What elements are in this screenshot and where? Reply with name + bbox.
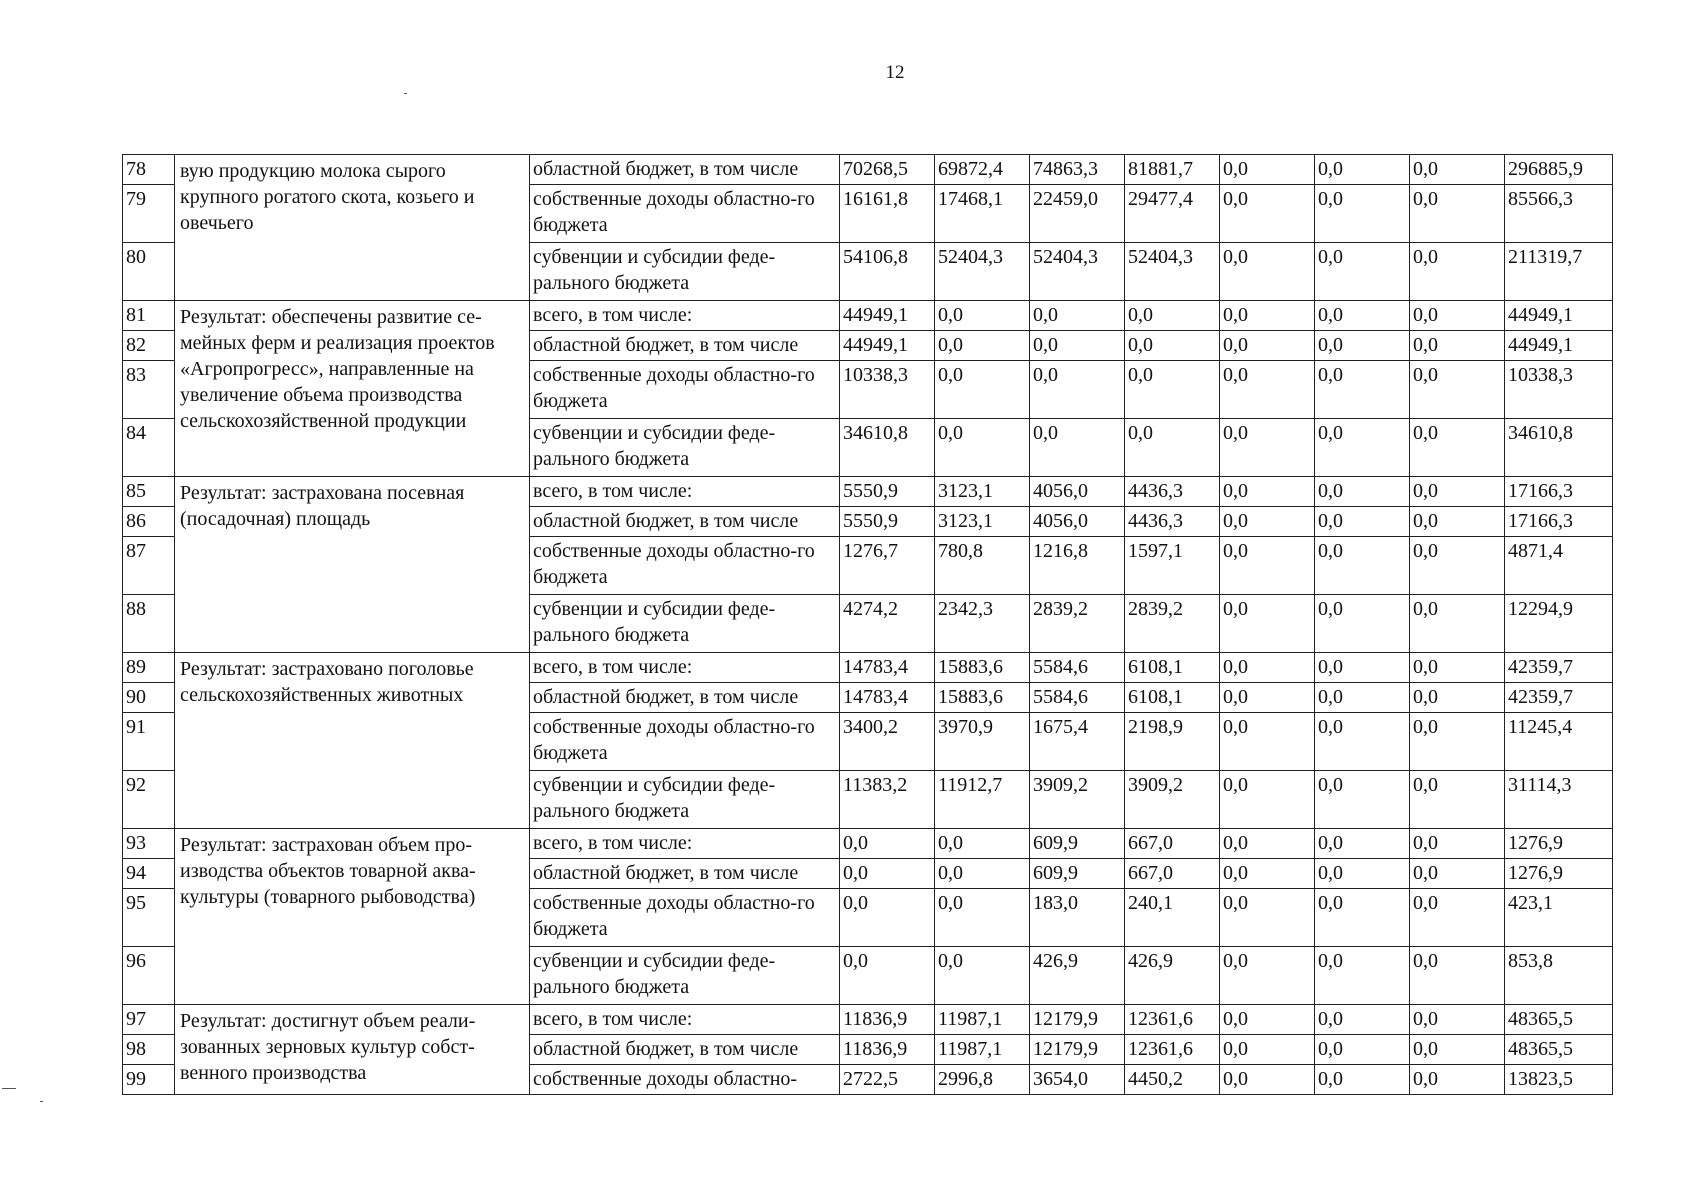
year-value: 0,0	[1410, 859, 1505, 889]
year-value: 0,0	[1220, 243, 1315, 301]
year-value: 17468,1	[935, 185, 1030, 243]
year-value: 0,0	[1410, 243, 1505, 301]
year-value: 11836,9	[840, 1035, 935, 1065]
year-value: 0,0	[935, 947, 1030, 1005]
year-value: 0,0	[1410, 713, 1505, 771]
table-row	[123, 155, 1613, 185]
year-value: 0,0	[1220, 829, 1315, 859]
result-description: Результат: достигнут объем реали-зованных зерновых культур собст-венного производства	[175, 1005, 530, 1095]
row-number: 85	[123, 477, 175, 507]
total-value: 1276,9	[1505, 829, 1613, 859]
year-value: 34610,8	[840, 419, 935, 477]
year-value: 0,0	[935, 889, 1030, 947]
year-value: 0,0	[1220, 947, 1315, 1005]
funding-source: областной бюджет, в том числе	[530, 683, 840, 713]
year-value: 52404,3	[1125, 243, 1220, 301]
year-value: 2839,2	[1030, 595, 1125, 653]
year-value: 6108,1	[1125, 683, 1220, 713]
year-value: 0,0	[1410, 1035, 1505, 1065]
year-value: 0,0	[1030, 331, 1125, 361]
year-value: 69872,4	[935, 155, 1030, 185]
year-value: 2996,8	[935, 1065, 1030, 1095]
year-value: 0,0	[1030, 361, 1125, 419]
row-number: 83	[123, 361, 175, 419]
year-value: 52404,3	[935, 243, 1030, 301]
row-number: 95	[123, 889, 175, 947]
year-value: 3123,1	[935, 507, 1030, 537]
year-value: 0,0	[1410, 1005, 1505, 1035]
year-value: 1276,7	[840, 537, 935, 595]
year-value: 29477,4	[1125, 185, 1220, 243]
result-description: Результат: обеспечены развитие се-мейных ферм и реализация проектов «Агропрогресс», направленные на увеличение объема производства сельскохозяйственной продукции	[175, 301, 530, 477]
total-value: 17166,3	[1505, 507, 1613, 537]
funding-source: областной бюджет, в том числе	[530, 331, 840, 361]
year-value: 0,0	[1315, 537, 1410, 595]
total-value: 42359,7	[1505, 683, 1613, 713]
year-value: 0,0	[1220, 155, 1315, 185]
table-row	[123, 301, 1613, 331]
year-value: 1597,1	[1125, 537, 1220, 595]
year-value: 0,0	[1220, 1005, 1315, 1035]
year-value: 0,0	[1220, 185, 1315, 243]
year-value: 0,0	[1410, 537, 1505, 595]
year-value: 0,0	[1410, 653, 1505, 683]
year-value: 0,0	[1315, 477, 1410, 507]
funding-source: всего, в том числе:	[530, 653, 840, 683]
table-row	[123, 829, 1613, 859]
year-value: 0,0	[1220, 419, 1315, 477]
funding-source: областной бюджет, в том числе	[530, 1035, 840, 1065]
year-value: 44949,1	[840, 331, 935, 361]
row-number: 91	[123, 713, 175, 771]
total-value: 423,1	[1505, 889, 1613, 947]
row-number: 92	[123, 771, 175, 829]
page-number: 12	[885, 62, 905, 83]
year-value: 0,0	[840, 859, 935, 889]
year-value: 0,0	[1410, 947, 1505, 1005]
year-value: 0,0	[840, 947, 935, 1005]
funding-source: субвенции и субсидии феде-рального бюджета	[530, 243, 840, 301]
year-value: 183,0	[1030, 889, 1125, 947]
year-value: 0,0	[935, 301, 1030, 331]
year-value: 0,0	[1220, 537, 1315, 595]
year-value: 1675,4	[1030, 713, 1125, 771]
year-value: 3909,2	[1030, 771, 1125, 829]
year-value: 0,0	[1220, 301, 1315, 331]
year-value: 0,0	[1410, 595, 1505, 653]
scan-mark	[40, 1101, 43, 1102]
year-value: 0,0	[1315, 889, 1410, 947]
total-value: 4871,4	[1505, 537, 1613, 595]
year-value: 0,0	[1030, 301, 1125, 331]
year-value: 0,0	[1315, 771, 1410, 829]
row-number: 82	[123, 331, 175, 361]
year-value: 0,0	[935, 859, 1030, 889]
row-number: 78	[123, 155, 175, 185]
year-value: 0,0	[1410, 331, 1505, 361]
row-number: 94	[123, 859, 175, 889]
year-value: 11912,7	[935, 771, 1030, 829]
table-row	[123, 477, 1613, 507]
year-value: 12179,9	[1030, 1005, 1125, 1035]
row-number: 98	[123, 1035, 175, 1065]
total-value: 48365,5	[1505, 1035, 1613, 1065]
year-value: 0,0	[1315, 829, 1410, 859]
funding-source: субвенции и субсидии феде-рального бюджета	[530, 595, 840, 653]
row-number: 90	[123, 683, 175, 713]
year-value: 0,0	[1315, 331, 1410, 361]
funding-source: собственные доходы областно-го бюджета	[530, 713, 840, 771]
year-value: 2839,2	[1125, 595, 1220, 653]
total-value: 13823,5	[1505, 1065, 1613, 1095]
year-value: 0,0	[1410, 889, 1505, 947]
year-value: 12361,6	[1125, 1035, 1220, 1065]
year-value: 0,0	[1315, 155, 1410, 185]
year-value: 0,0	[1315, 595, 1410, 653]
year-value: 0,0	[935, 331, 1030, 361]
year-value: 5550,9	[840, 507, 935, 537]
year-value: 0,0	[1220, 1065, 1315, 1095]
year-value: 0,0	[1220, 683, 1315, 713]
total-value: 42359,7	[1505, 653, 1613, 683]
table-body	[123, 155, 1613, 1095]
row-number: 97	[123, 1005, 175, 1035]
year-value: 240,1	[1125, 889, 1220, 947]
year-value: 609,9	[1030, 829, 1125, 859]
year-value: 52404,3	[1030, 243, 1125, 301]
year-value: 0,0	[1125, 361, 1220, 419]
year-value: 10338,3	[840, 361, 935, 419]
year-value: 44949,1	[840, 301, 935, 331]
year-value: 0,0	[1410, 829, 1505, 859]
funding-source: собственные доходы областно-го бюджета	[530, 889, 840, 947]
year-value: 0,0	[1220, 859, 1315, 889]
funding-source: всего, в том числе:	[530, 301, 840, 331]
funding-source: субвенции и субсидии феде-рального бюджета	[530, 771, 840, 829]
total-value: 31114,3	[1505, 771, 1613, 829]
scan-mark	[2, 1088, 16, 1089]
funding-source: собственные доходы областно-	[530, 1065, 840, 1095]
row-number: 87	[123, 537, 175, 595]
total-value: 85566,3	[1505, 185, 1613, 243]
total-value: 1276,9	[1505, 859, 1613, 889]
total-value: 12294,9	[1505, 595, 1613, 653]
row-number: 79	[123, 185, 175, 243]
year-value: 0,0	[1315, 419, 1410, 477]
year-value: 0,0	[1220, 713, 1315, 771]
year-value: 0,0	[1030, 419, 1125, 477]
year-value: 0,0	[1315, 301, 1410, 331]
funding-source: всего, в том числе:	[530, 829, 840, 859]
total-value: 44949,1	[1505, 331, 1613, 361]
year-value: 11987,1	[935, 1005, 1030, 1035]
year-value: 5550,9	[840, 477, 935, 507]
year-value: 4436,3	[1125, 507, 1220, 537]
year-value: 780,8	[935, 537, 1030, 595]
result-description: Результат: застрахован объем про-изводства объектов товарной аква-культуры (товарного рыбоводства)	[175, 829, 530, 1005]
row-number: 99	[123, 1065, 175, 1095]
scan-mark	[404, 93, 407, 94]
year-value: 4274,2	[840, 595, 935, 653]
year-value: 4450,2	[1125, 1065, 1220, 1095]
year-value: 14783,4	[840, 683, 935, 713]
year-value: 4436,3	[1125, 477, 1220, 507]
year-value: 0,0	[1315, 1005, 1410, 1035]
year-value: 0,0	[1315, 653, 1410, 683]
year-value: 0,0	[1220, 507, 1315, 537]
total-value: 11245,4	[1505, 713, 1613, 771]
year-value: 0,0	[1220, 771, 1315, 829]
year-value: 0,0	[840, 829, 935, 859]
year-value: 0,0	[1410, 185, 1505, 243]
year-value: 0,0	[1410, 683, 1505, 713]
total-value: 17166,3	[1505, 477, 1613, 507]
table-row	[123, 653, 1613, 683]
row-number: 84	[123, 419, 175, 477]
result-description: Результат: застрахована посевная (посадочная) площадь	[175, 477, 530, 653]
year-value: 14783,4	[840, 653, 935, 683]
year-value: 0,0	[1410, 155, 1505, 185]
year-value: 0,0	[1410, 771, 1505, 829]
year-value: 12361,6	[1125, 1005, 1220, 1035]
year-value: 1216,8	[1030, 537, 1125, 595]
year-value: 22459,0	[1030, 185, 1125, 243]
year-value: 426,9	[1125, 947, 1220, 1005]
year-value: 0,0	[1410, 507, 1505, 537]
year-value: 0,0	[1315, 185, 1410, 243]
year-value: 0,0	[1315, 1065, 1410, 1095]
funding-source: субвенции и субсидии феде-рального бюджета	[530, 947, 840, 1005]
year-value: 0,0	[1410, 361, 1505, 419]
year-value: 0,0	[1315, 683, 1410, 713]
funding-source: собственные доходы областно-го бюджета	[530, 537, 840, 595]
total-value: 44949,1	[1505, 301, 1613, 331]
year-value: 0,0	[935, 419, 1030, 477]
year-value: 0,0	[1410, 419, 1505, 477]
year-value: 0,0	[1125, 331, 1220, 361]
year-value: 74863,3	[1030, 155, 1125, 185]
year-value: 15883,6	[935, 653, 1030, 683]
year-value: 0,0	[1315, 947, 1410, 1005]
year-value: 0,0	[1125, 419, 1220, 477]
year-value: 0,0	[1220, 1035, 1315, 1065]
row-number: 93	[123, 829, 175, 859]
row-number: 80	[123, 243, 175, 301]
year-value: 0,0	[1220, 653, 1315, 683]
year-value: 426,9	[1030, 947, 1125, 1005]
total-value: 211319,7	[1505, 243, 1613, 301]
year-value: 3123,1	[935, 477, 1030, 507]
year-value: 0,0	[1410, 301, 1505, 331]
year-value: 5584,6	[1030, 683, 1125, 713]
year-value: 609,9	[1030, 859, 1125, 889]
row-number: 86	[123, 507, 175, 537]
funding-source: собственные доходы областно-го бюджета	[530, 361, 840, 419]
year-value: 0,0	[1410, 477, 1505, 507]
budget-table	[122, 154, 1613, 1095]
funding-source: субвенции и субсидии феде-рального бюджета	[530, 419, 840, 477]
total-value: 296885,9	[1505, 155, 1613, 185]
row-number: 81	[123, 301, 175, 331]
year-value: 0,0	[935, 361, 1030, 419]
year-value: 0,0	[1125, 301, 1220, 331]
year-value: 667,0	[1125, 829, 1220, 859]
funding-source: областной бюджет, в том числе	[530, 155, 840, 185]
year-value: 6108,1	[1125, 653, 1220, 683]
year-value: 0,0	[1315, 859, 1410, 889]
result-description: Результат: застраховано поголовье сельскохозяйственных животных	[175, 653, 530, 829]
year-value: 0,0	[1410, 1065, 1505, 1095]
funding-source: областной бюджет, в том числе	[530, 859, 840, 889]
year-value: 3909,2	[1125, 771, 1220, 829]
year-value: 0,0	[1220, 361, 1315, 419]
total-value: 48365,5	[1505, 1005, 1613, 1035]
row-number: 96	[123, 947, 175, 1005]
year-value: 3654,0	[1030, 1065, 1125, 1095]
year-value: 0,0	[1220, 889, 1315, 947]
total-value: 10338,3	[1505, 361, 1613, 419]
year-value: 2722,5	[840, 1065, 935, 1095]
year-value: 0,0	[1220, 595, 1315, 653]
row-number: 88	[123, 595, 175, 653]
year-value: 70268,5	[840, 155, 935, 185]
result-description: вую продукцию молока сырого крупного рогатого скота, козьего и овечьего	[175, 155, 530, 301]
year-value: 4056,0	[1030, 507, 1125, 537]
year-value: 0,0	[935, 829, 1030, 859]
year-value: 11836,9	[840, 1005, 935, 1035]
year-value: 15883,6	[935, 683, 1030, 713]
year-value: 0,0	[1315, 1035, 1410, 1065]
year-value: 0,0	[1315, 507, 1410, 537]
funding-source: областной бюджет, в том числе	[530, 507, 840, 537]
year-value: 0,0	[1220, 477, 1315, 507]
year-value: 16161,8	[840, 185, 935, 243]
year-value: 0,0	[1220, 331, 1315, 361]
year-value: 0,0	[1315, 361, 1410, 419]
row-number: 89	[123, 653, 175, 683]
funding-source: всего, в том числе:	[530, 477, 840, 507]
year-value: 2342,3	[935, 595, 1030, 653]
year-value: 81881,7	[1125, 155, 1220, 185]
year-value: 0,0	[1315, 243, 1410, 301]
table-row	[123, 1005, 1613, 1035]
year-value: 3400,2	[840, 713, 935, 771]
funding-source: всего, в том числе:	[530, 1005, 840, 1035]
year-value: 2198,9	[1125, 713, 1220, 771]
year-value: 11383,2	[840, 771, 935, 829]
year-value: 12179,9	[1030, 1035, 1125, 1065]
funding-source: собственные доходы областно-го бюджета	[530, 185, 840, 243]
total-value: 34610,8	[1505, 419, 1613, 477]
year-value: 54106,8	[840, 243, 935, 301]
year-value: 3970,9	[935, 713, 1030, 771]
year-value: 11987,1	[935, 1035, 1030, 1065]
year-value: 0,0	[840, 889, 935, 947]
total-value: 853,8	[1505, 947, 1613, 1005]
year-value: 5584,6	[1030, 653, 1125, 683]
year-value: 0,0	[1315, 713, 1410, 771]
year-value: 4056,0	[1030, 477, 1125, 507]
year-value: 667,0	[1125, 859, 1220, 889]
